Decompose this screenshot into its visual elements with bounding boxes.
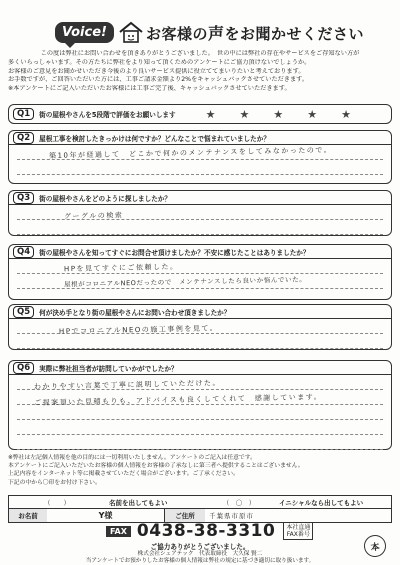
company-text: 株式会社シェアテック 代表取締役 大久保 賢二: [137, 551, 263, 557]
note-line: 上記内容をインターネット等に掲載させていただく場合がございます。ご了承ください。: [8, 471, 239, 478]
title-pre: お客様の: [145, 24, 208, 43]
intro-line: この度は弊社にお問い合わせを頂きありがとうございました。 世の中には弊社の存在やサービスをご存知ない方が: [40, 50, 360, 57]
note-line: ※弊社は左記個人情報を他の目的には一切利用いたしません。アンケートのご記入は任意です。: [8, 455, 256, 461]
address-value[interactable]: 千葉県市原市: [209, 512, 254, 520]
note-line: 本アンケートにご記入いただいたお客様の個人情報をお客様の了承なしに第三者へ提供することはございません。: [8, 463, 304, 470]
rating-stars[interactable]: [206, 108, 351, 121]
handwritten-answer: グーグルの検索: [63, 211, 124, 221]
option-1-label: 名前を出してもよい: [109, 498, 168, 507]
question-2-header: [9, 131, 391, 145]
answer-area[interactable]: [9, 375, 391, 450]
title-post: をお聞かせください: [224, 24, 365, 43]
question-text: 屋根工事を検討したきっかけは何ですか？どんなことで悩まれていましたか？: [39, 134, 270, 143]
handwritten-answer: HPでコロニアルNEOの施工事例を見て。: [58, 324, 219, 336]
question-3-header: [9, 191, 391, 205]
name-label: お名前: [9, 509, 47, 522]
question-number: Q3: [13, 192, 34, 204]
question-6-header: [9, 361, 391, 375]
title-big: 声: [207, 23, 225, 43]
star-icon[interactable]: ★: [307, 107, 318, 121]
question-1: [8, 104, 392, 124]
question-text: 街の屋根やさんを5段階で評価をお願いします: [39, 111, 176, 119]
header: [55, 18, 365, 46]
page-title: [146, 21, 364, 44]
contact-bar: [8, 520, 392, 542]
question-4: [8, 244, 392, 300]
option-1-mark[interactable]: （ ）: [44, 498, 70, 507]
stamp-seal: 本: [363, 534, 388, 559]
fax-note-line: 本社直通: [286, 524, 311, 531]
star-icon[interactable]: ★: [341, 107, 351, 121]
intro-line: 多くいらっしゃいます。その方たちに弊社をより知って頂くためのアンケートにご協力頂けないでしょうか。: [8, 58, 311, 66]
notes: [8, 454, 392, 487]
answer-area[interactable]: [9, 145, 391, 175]
question-text: 何が決め手となり街の屋根やさんにお問い合わせ頂きましたか？: [39, 308, 231, 317]
question-6: [8, 360, 392, 450]
address-label: ご住所: [165, 509, 205, 522]
handwritten-answer: ご提案頂いた見積もりも、アドバイスも良くしてくれて 感謝しています。: [33, 392, 323, 408]
question-4-header: [9, 245, 391, 259]
intro-text: [8, 50, 392, 94]
fax-note-line: FAX番号: [286, 531, 310, 538]
star-icon[interactable]: ★: [239, 107, 250, 121]
star-icon[interactable]: ★: [273, 107, 284, 121]
question-text: 実際に弊社担当者が訪問していかがでしたか？: [39, 364, 178, 373]
question-number: Q5: [13, 306, 34, 318]
option-2-mark[interactable]: （ 〇 ）: [222, 498, 256, 507]
question-2: [8, 130, 392, 184]
answer-area[interactable]: [9, 319, 391, 349]
handwritten-answer: わかりやすい言葉で丁寧に説明していただけた。: [33, 379, 222, 391]
privacy-text: 当アンケートでお預かりしたお客様の個人情報は弊社の規定に基づき適切に取り扱います。: [85, 558, 315, 564]
footer: [8, 544, 392, 565]
intro-line: ※本アンケートにご記入いただいたお客様には工事ご完了後、キャッシュバックさせていただきます。: [8, 85, 291, 93]
voice-badge: Voice!: [55, 22, 114, 43]
star-icon[interactable]: ★: [205, 107, 216, 121]
publish-options-row: [9, 496, 391, 509]
question-5-header: [9, 305, 391, 319]
answer-area[interactable]: [9, 205, 391, 235]
fax-note: [283, 522, 313, 540]
question-number: Q4: [13, 246, 34, 258]
intro-line: お客様のご意見をお聞かせいただき今後のより良いサービス提供に役立ててまいりたいと考えております。: [8, 67, 305, 75]
question-1-header: [9, 105, 391, 123]
note-line: 下記の中から〇印をお付け下さい。: [8, 479, 101, 486]
fax-number: 0438-38-3310: [136, 521, 276, 541]
question-text: 街の屋根やさんを知ってすぐにお問合せ頂けましたか？不安に感じたことはありましたか？: [39, 248, 310, 257]
question-number: Q2: [13, 132, 34, 144]
thanks-text: ご協力ありがとうございました。: [150, 543, 250, 551]
question-text: 街の屋根やさんをどのように探しましたか？: [39, 194, 172, 203]
fax-label: FAX: [106, 526, 131, 537]
answer-area[interactable]: [9, 259, 391, 289]
question-5: [8, 304, 392, 350]
intro-line: お手数ですが、ご回答いただいた方には、工事ご請求金額より2%をキャッシュバックさせていただきます。: [8, 76, 309, 84]
option-2-label: イニシャルなら出してもよい: [279, 498, 364, 507]
question-number: Q6: [13, 362, 34, 374]
name-table: [8, 495, 392, 523]
house-icon: [118, 21, 144, 43]
handwritten-answer: HPを見てすぐにご依頼した。: [63, 262, 179, 274]
handwritten-answer: 屋根がコロニアルNEOだったので メンテナンスしたら良いか悩んでいた。: [63, 275, 307, 289]
question-3: [8, 190, 392, 236]
handwritten-answer: 築10年が経過して どこかで何かのメンテナンスをしてみなかったので。: [48, 146, 333, 160]
name-value[interactable]: Y様: [47, 509, 165, 522]
question-number: Q1: [13, 108, 34, 120]
